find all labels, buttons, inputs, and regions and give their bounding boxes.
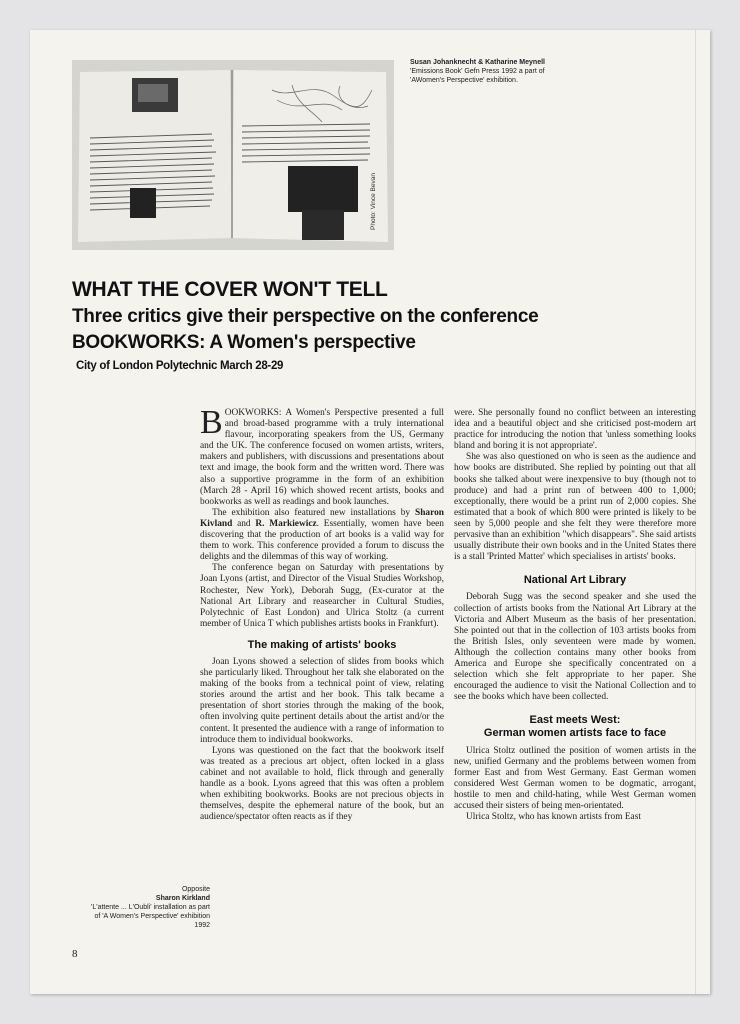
paragraph [200,404,444,508]
section-heading: National Art Library [523,574,627,587]
paragraph: Deborah Sugg was the second speaker and she used the collection of artists books from the National Art Library at the Victoria and Albert Museum as the basis of her presentation. She pointed out that in the collection of 103 artists books from the British Isles, only seventeen were made by women. Although the collection contains many other books from America and Europe she specifically concentrated on a selection which she felt appropriate to her paper. She encouraged the audience to visit the National Collection and to see the books which have been collected. [454,592,696,703]
photo-caption [410,58,590,85]
artist-name: R. Markiewicz [255,518,317,529]
caption-year: 1992 [194,922,210,929]
caption-line: 'Emissions Book' Gefn Press 1992 a part of [410,68,545,75]
magazine-page [30,30,710,994]
caption-label: Opposite [181,886,210,893]
paragraph: She was also questioned on who is seen as the audience and how books are distributed. She replied by pointing out that all books she talked about were inexpensive to buy (though not to produce) and had a print run of between 400 to 1,000; exceptionally, there would be a print run of 2,000 copies. She estimated that a book of which 800 were printed is likely to be seen by 5,000 people and she felt they were therefore more pervasive than an exhibition "which disappears". She said artists usually distribute their own books and in the United States there is a stall 'Printed Matter' which specialises in artists' books. [454,452,696,563]
paragraph: Joan Lyons showed a selection of slides from books which she particularly liked. Throughout her talk she elaborated on the making of the books from a technical point of view, relating stories around the artist and her book. This talk became a presentation of short stories through the making of the book, often involving quite pertinent details about the artist and/or the content. It presented the audience with a range of information to introduce them to individual bookworks. [200,656,444,745]
caps-lead: OOKWORKS [224,408,279,418]
page-number: 8 [72,948,78,960]
photo-credit: Photo: Vince Bevan [370,173,377,230]
article-subtitle: Three critics give their perspective on the conference [72,306,539,327]
book-photo [72,60,394,250]
paragraph: The conference began on Saturday with presentations by Joan Lyons (artist, and Director of the Visual Studies Workshop, Rochester, New York), Deborah Sugg, (Ex-curator at the National Art Library and reasearcher in Cultural Studies, Polytechnic of East London) and Ulrica Stoltz (a current member of Unica T which publishes artists books in Frankfurt). [200,563,444,629]
opposite-caption [50,885,210,930]
paragraph-text: . Essentially, women have been discovering that the production of art books is a valid way for them to work. This conference provided a forum to discuss the delights and the dilemmas of this way of working. [200,518,444,563]
paragraph-text: The exhibition also featured new installations by [212,507,415,518]
venue-line: City of London Polytechnic March 28-29 [76,360,284,372]
article-title: WHAT THE COVER WON'T TELL [72,278,388,301]
caption-authors: Susan Johanknecht & Katharine Meynell [410,59,545,66]
paragraph: Ulrica Stoltz, who has known artists from East [466,812,641,823]
paragraph-text: : A Women's Perspective presented a full and broad-based programme with a truly international flavour, incorporating speakers from the US, Germany and the UK. The conference focused on women artists, writers, makers and publishers, with discussions and presentations about text and image, the book form and the written word. There was also a supportive programme in the form of an exhibition (March 28 - April 16) which showed recent artists, books and bookworks as well as readings and book launches. [200,408,444,507]
paragraph [200,508,444,563]
caption-line: 'L'attente ... L'Oubli' installation as part [91,904,210,911]
paragraph: were. She personally found no conflict between an interesting idea and a beautiful object and she criticised post-modern art practice for introducing the notion that 'unless something looks bland and boring it is not appropriate'. [454,408,696,452]
caption-line: 'AWomen's Perspective' exhibition. [410,77,518,84]
section-heading: East meets West: [529,714,621,727]
article-subtitle-2: BOOKWORKS: A Women's perspective [72,332,416,353]
caption-name: Sharon Kirkland [155,895,210,902]
open-book-image [72,60,394,250]
caption-line: of 'A Women's Perspective' exhibition [94,913,210,920]
drop-cap: B [200,404,223,441]
section-heading: The making of artists' books [247,638,397,651]
paragraph: Lyons was questioned on the fact that the bookwork itself was treated as a precious art object, often locked in a glass cabinet and not available to hold, flick through and generally handle as a book. Lyons agreed that this was often a problem when exhibiting bookworks. Books are not precious objects in themselves, despite the ephemeral nature of the book, but an audience/spectator often reacts as if they [200,745,444,823]
paragraph: Ulrica Stoltz outlined the position of women artists in the new, unified Germany and the problems between women from former East and from West Germany. East German women considered West German women to be dogmatic, arrogant, hostile to men and child-hating, while West German women accused their sisters of being men-orientated. [454,745,696,811]
right-column [454,408,696,823]
artist-name: Sharon Kivland [200,507,444,529]
paragraph-text: and [232,518,256,529]
section-heading: German women artists face to face [483,727,667,740]
left-column [200,404,444,823]
